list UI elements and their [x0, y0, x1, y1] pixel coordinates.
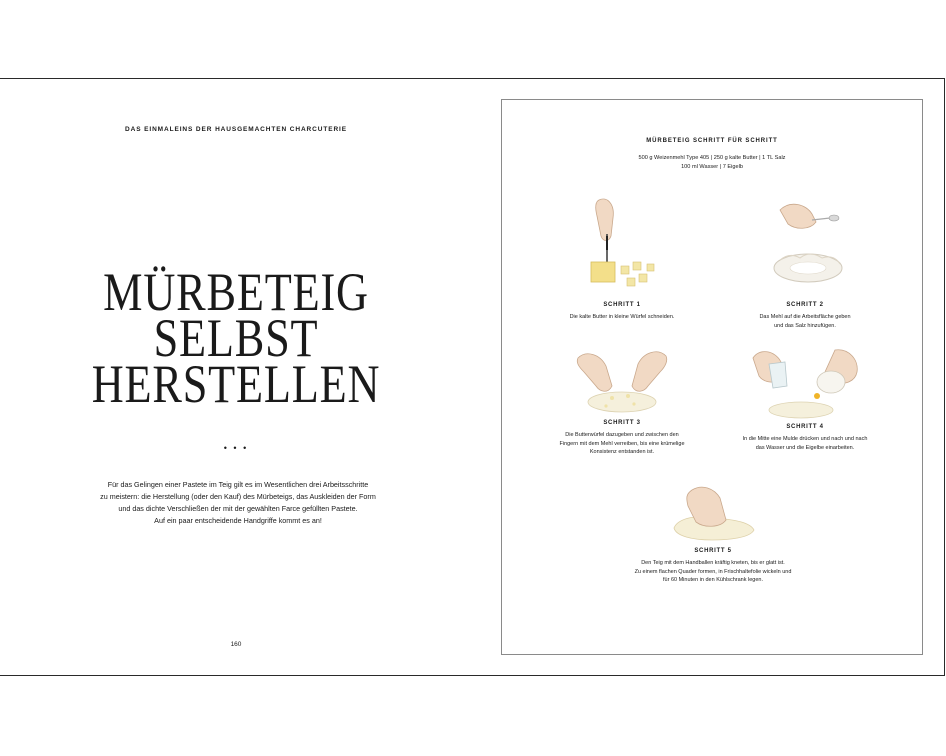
step-description	[602, 559, 824, 585]
recipe-heading: MÜRBETEIG SCHRITT FÜR SCHRITT	[646, 138, 778, 144]
step-label: SCHRITT 3	[603, 420, 641, 426]
step-text-line: Konsistenz entstanden ist.	[589, 449, 655, 455]
step-2	[710, 196, 900, 330]
step-text-line: Die Butterwürfel dazugeben und zwischen den	[565, 432, 679, 438]
step-3	[540, 346, 704, 457]
step-text-line: Das Mehl auf die Arbeitsfläche geben	[759, 314, 851, 320]
pouring-water-yolk-icon	[745, 342, 865, 420]
step-label: SCHRITT 1	[603, 302, 641, 308]
hand-cutting-butter-icon	[577, 196, 667, 298]
ingredients-line: 500 g Weizenmehl Type 405 | 250 g kalte Butter | 1 TL Salz	[638, 155, 786, 161]
intro-line: Auf ein paar entscheidende Handgriffe kommt es an!	[154, 516, 322, 525]
step-description	[542, 313, 702, 322]
page-title	[0, 262, 472, 414]
page-number: 160	[230, 641, 242, 648]
intro-line: Für das Gelingen einer Pastete im Teig gilt es im Wesentlichen drei Arbeitsschritte	[107, 480, 369, 489]
step-5	[602, 484, 824, 585]
step-text-line: Zu einem flachen Quader formen, in Frischhaltefolie wickeln und	[634, 568, 792, 575]
step-text-line: Die kalte Butter in kleine Würfel schneiden.	[569, 314, 675, 320]
ingredients-line: 100 ml Wasser | 7 Eigelb	[681, 164, 743, 170]
hand-salting-flour-icon	[750, 196, 860, 298]
ingredients-list	[502, 154, 922, 172]
left-page	[0, 79, 472, 675]
step-text-line: und das Salz hinzufügen.	[774, 322, 836, 329]
step-description	[710, 313, 900, 330]
step-1	[542, 196, 702, 322]
step-label: SCHRITT 5	[694, 548, 732, 554]
step-text-line: das Wasser und die Eigelbe einarbeiten.	[755, 444, 855, 451]
step-label: SCHRITT 2	[786, 302, 824, 308]
recipe-box	[501, 99, 923, 655]
step-4	[710, 342, 900, 452]
intro-line: und das dichte Verschließen der mit der gewählten Farce gefüllten Pastete.	[118, 504, 358, 513]
step-text-line: für 60 Minuten in den Kühlschrank legen.	[663, 577, 763, 583]
book-spread	[0, 78, 945, 676]
step-label: SCHRITT 4	[786, 424, 824, 430]
step-description	[540, 431, 704, 457]
step-description	[710, 435, 900, 452]
hands-rubbing-butter-icon	[572, 346, 672, 416]
hand-kneading-dough-icon	[668, 484, 758, 544]
title-line: HERSTELLEN	[91, 354, 381, 414]
title-line: SELBST	[153, 308, 319, 368]
intro-line: zu meistern: die Herstellung (oder den Kauf) des Mürbeteigs, das Auskleiden der Form	[100, 492, 376, 501]
step-text-line: In die Mitte eine Mulde drücken und nach und nach	[742, 436, 868, 442]
step-text-line: Fingern mit dem Mehl verreiben, bis eine krümelige	[559, 440, 685, 447]
running-head: DAS EINMALEINS DER HAUSGEMACHTEN CHARCUTERIE	[125, 126, 347, 133]
title-line: MÜRBETEIG	[103, 262, 369, 322]
step-text-line: Den Teig mit dem Handballen kräftig kneten, bis er glatt ist.	[641, 560, 785, 566]
ornament-dots: • • •	[223, 443, 249, 453]
intro-paragraph	[84, 479, 392, 527]
